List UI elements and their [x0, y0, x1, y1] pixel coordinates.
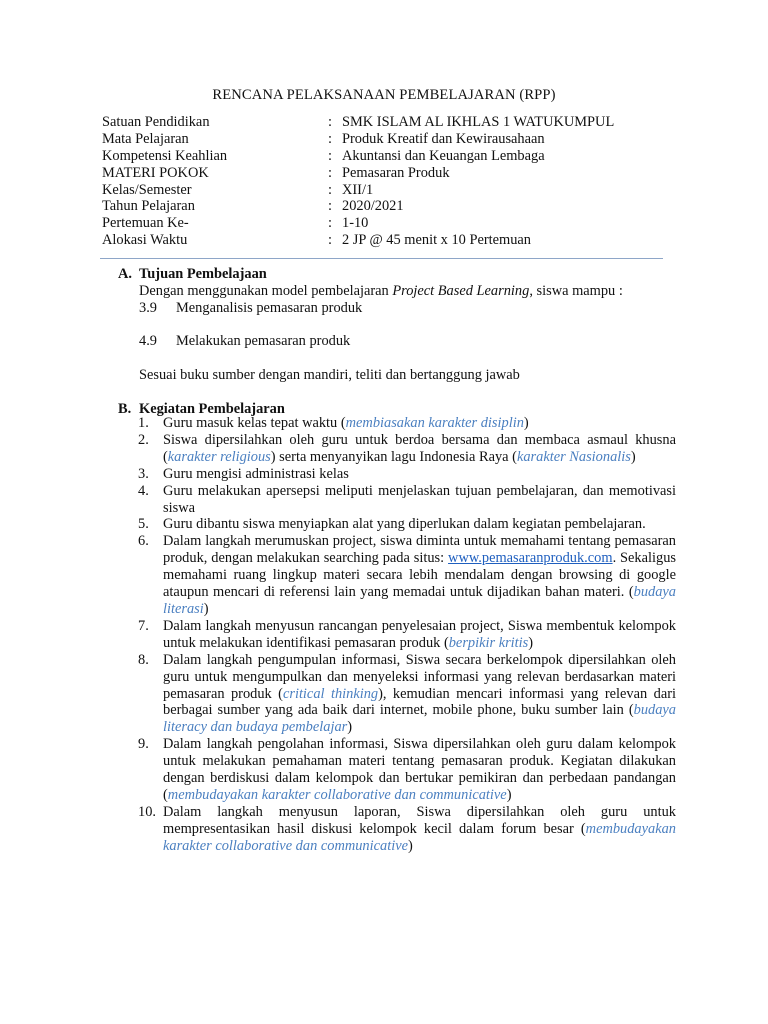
- info-row: [102, 165, 662, 182]
- kd-item: [139, 300, 362, 317]
- info-value: XII/1: [342, 181, 374, 198]
- character-note: membiasakan karakter disiplin: [345, 415, 524, 431]
- item-number: 8.: [138, 651, 149, 668]
- character-note: berpikir kritis: [448, 634, 529, 651]
- item-text: Dalam langkah menyusun laporan, Siswa dipersilahkan oleh guru untuk mempresentasikan hasil diskusi kelompok kecil dalam forum besar (membudayakan karakter collaborative dan communicative): [163, 803, 676, 854]
- info-row: [102, 215, 662, 232]
- item-text: Dalam langkah menyusun rancangan penyelesaian project, Siswa membentuk kelompok untuk melakukan identifikasi pemasaran produk (berpikir kritis): [163, 617, 676, 651]
- list-item: [138, 415, 676, 432]
- info-value: 2 JP @ 45 menit x 10 Pertemuan: [342, 232, 531, 249]
- info-value: Produk Kreatif dan Kewirausahaan: [342, 130, 545, 147]
- item-text: Dalam langkah pengolahan informasi, Siswa dipersilahkan oleh guru dalam kelompok untuk melakukan pemahaman materi tentang pemasaran produk. Kegiatan dilakukan dengan berdiskusi dalam kelompok dan bertukar pemikiran dan perbedaan pandangan (membudayakan karakter collaborative dan communicative): [163, 736, 676, 803]
- info-label: Satuan Pendidikan: [102, 114, 210, 130]
- kd-number: 3.9: [139, 300, 157, 316]
- info-colon: :: [328, 232, 332, 249]
- kd-text: Menganalisis pemasaran produk: [176, 300, 363, 316]
- info-value: 2020/2021: [342, 198, 404, 215]
- list-item: [138, 466, 676, 483]
- section-title: Kegiatan Pembelajaran: [139, 401, 285, 417]
- info-row: [102, 114, 662, 131]
- item-number: 2.: [138, 431, 149, 448]
- info-label: Kelas/Semester: [102, 181, 192, 198]
- kd-item: [139, 333, 350, 350]
- item-text: Guru masuk kelas tepat waktu (membiasakan karakter disiplin): [163, 415, 529, 431]
- info-value: Pemasaran Produk: [342, 164, 450, 181]
- intro-text: , siswa mampu :: [529, 283, 623, 299]
- list-item: [138, 516, 676, 533]
- intro-model-name: Project Based Learning: [392, 283, 530, 299]
- list-item: [138, 533, 676, 618]
- header-divider: [100, 258, 663, 259]
- item-number: 9.: [138, 736, 149, 753]
- info-value: SMK ISLAM AL IKHLAS 1 WATUKUMPUL: [342, 114, 615, 130]
- info-label: Alokasi Waktu: [102, 232, 188, 249]
- info-colon: :: [328, 114, 332, 130]
- character-note: critical thinking: [282, 685, 379, 702]
- info-row: [102, 182, 662, 199]
- info-value: Akuntansi dan Keuangan Lembaga: [342, 147, 545, 164]
- info-row: [102, 131, 662, 148]
- kd-text: Melakukan pemasaran produk: [176, 333, 351, 349]
- info-label: Pertemuan Ke-: [102, 215, 189, 232]
- info-colon: :: [328, 198, 332, 215]
- character-note: karakter Nasionalis: [516, 448, 631, 465]
- info-colon: :: [328, 215, 332, 232]
- item-number: 3.: [138, 465, 149, 482]
- character-note: membudayakan karakter collaborative dan communicative: [167, 786, 507, 803]
- list-item: [138, 652, 676, 737]
- info-row: [102, 198, 662, 215]
- section-a-closing: Sesuai buku sumber dengan mandiri, teliti dan bertanggung jawab: [139, 367, 520, 383]
- item-text: Dalam langkah pengumpulan informasi, Siswa secara berkelompok dipersilahkan oleh guru untuk mengumpulkan dan menyeleksi informasi yang relevan berdasarkan materi pemasaran produk (critical thinking), kemudian mencari informasi yang relevan dari berbagai sumber yang ada baik dari internet, mobile phone, buku sumber lain (budaya literacy dan budaya pembelajar): [163, 651, 676, 736]
- item-number: 10.: [138, 803, 156, 820]
- list-item: [138, 804, 676, 855]
- info-label: Kompetensi Keahlian: [102, 147, 228, 164]
- info-colon: :: [328, 181, 332, 198]
- section-letter: B.: [118, 401, 132, 417]
- item-number: 1.: [138, 415, 149, 431]
- item-number: 5.: [138, 516, 149, 533]
- document-title: RENCANA PELAKSANAAN PEMBELAJARAN (RPP): [212, 87, 556, 103]
- section-title: Tujuan Pembelajaan: [139, 266, 267, 282]
- info-label: MATERI POKOK: [102, 164, 209, 181]
- section-a-intro: [139, 283, 623, 300]
- section-a-heading: [118, 266, 267, 283]
- list-item: [138, 618, 676, 652]
- list-item: [138, 736, 676, 804]
- character-note: budaya literacy dan budaya pembelajar: [163, 702, 676, 736]
- item-text: Dalam langkah merumuskan project, siswa diminta untuk memahami tentang pemasaran produk, dengan melakukan searching pada situs: www.pemasaranproduk.com. Sekaligus memahami ruang lingkup materi secara lebih mendalam dengan browsing di google ataupun mencari di referensi lain yang memadai untuk dijadikan bahan materi. (budaya literasi): [163, 533, 677, 617]
- item-text: Guru mengisi administrasi kelas: [163, 465, 349, 482]
- info-label: Mata Pelajaran: [102, 130, 189, 147]
- item-number: 6.: [138, 533, 149, 550]
- activity-list: [138, 415, 676, 855]
- item-text: Guru melakukan apersepsi meliputi menjelaskan tujuan pembelajaran, dan memotivasi siswa: [163, 482, 676, 516]
- info-colon: :: [328, 147, 332, 164]
- info-row: [102, 232, 662, 249]
- identity-table: [102, 114, 662, 249]
- item-text: Siswa dipersilahkan oleh guru untuk berdoa bersama dan membaca asmaul khusna (karakter religious) serta menyanyikan lagu Indonesia Raya (karakter Nasionalis): [163, 431, 676, 465]
- character-note: budaya literasi: [163, 584, 676, 617]
- info-value: 1-10: [342, 215, 369, 232]
- info-colon: :: [328, 130, 332, 147]
- list-item: [138, 432, 676, 466]
- character-note: karakter religious: [167, 448, 271, 465]
- item-text: Guru dibantu siswa menyiapkan alat yang diperlukan dalam kegiatan pembelajaran.: [163, 516, 646, 533]
- item-number: 7.: [138, 617, 149, 634]
- kd-number: 4.9: [139, 333, 157, 349]
- section-letter: A.: [118, 266, 132, 282]
- list-item: [138, 483, 676, 517]
- info-colon: :: [328, 164, 332, 181]
- item-number: 4.: [138, 482, 149, 499]
- intro-text: Dengan menggunakan model pembelajaran: [139, 283, 393, 299]
- info-label: Tahun Pelajaran: [102, 198, 195, 215]
- character-note: membudayakan karakter collaborative dan communicative: [163, 820, 676, 854]
- info-row: [102, 148, 662, 165]
- website-link[interactable]: www.pemasaranproduk.com: [448, 550, 613, 567]
